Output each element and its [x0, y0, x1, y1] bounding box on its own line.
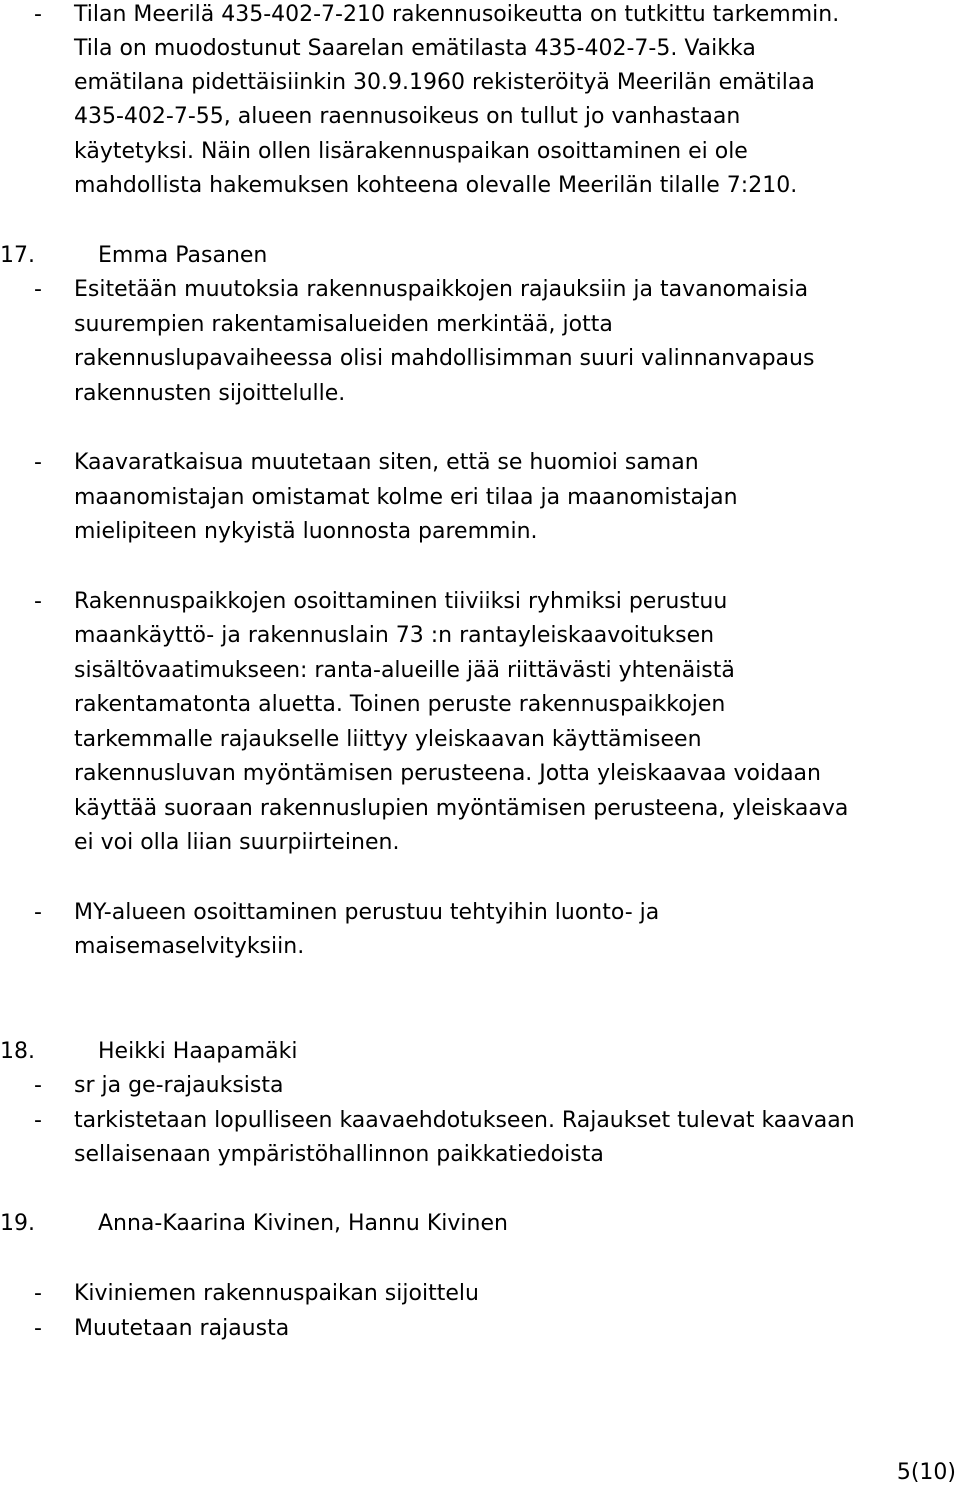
- bullet-dash: -: [34, 450, 42, 475]
- text-line: maankäyttö- ja rakennuslain 73 :n rantayleiskaavoituksen: [74, 623, 715, 648]
- bullet-dash: -: [34, 1073, 42, 1098]
- bullet-dash: -: [34, 277, 42, 302]
- section-number: 18.: [0, 1039, 35, 1064]
- text-line: rakentamatonta aluetta. Toinen peruste rakennuspaikkojen: [74, 692, 726, 717]
- text-line: 435-402-7-55, alueen raennusoikeus on tullut jo vanhastaan: [74, 104, 741, 129]
- text-line: emätilana pidettäisiinkin 30.9.1960 rekisteröityä Meerilän emätilaa: [74, 70, 815, 95]
- text-line: Esitetään muutoksia rakennuspaikkojen rajauksiin ja tavanomaisia: [74, 277, 809, 302]
- section-name: Anna-Kaarina Kivinen, Hannu Kivinen: [98, 1211, 508, 1236]
- bullet-dash: -: [34, 589, 42, 614]
- text-line: Kiviniemen rakennuspaikan sijoittelu: [74, 1281, 479, 1306]
- text-line: mielipiteen nykyistä luonnosta paremmin.: [74, 519, 538, 544]
- text-line: käyttää suoraan rakennuslupien myöntämisen perusteena, yleiskaava: [74, 796, 849, 821]
- text-line: tarkemmalle rajaukselle liittyy yleiskaavan käyttämiseen: [74, 727, 702, 752]
- page-number: 5(10): [896, 1460, 956, 1485]
- section-name: Emma Pasanen: [98, 243, 268, 268]
- text-line: suurempien rakentamisalueiden merkintää, jotta: [74, 312, 613, 337]
- text-line: sellaisenaan ympäristöhallinnon paikkatiedoista: [74, 1142, 604, 1167]
- text-line: Muutetaan rajausta: [74, 1316, 290, 1341]
- text-line: sr ja ge-rajauksista: [74, 1073, 284, 1098]
- section-name: Heikki Haapamäki: [98, 1039, 298, 1064]
- text-line: Tilan Meerilä 435-402-7-210 rakennusoikeutta on tutkittu tarkemmin.: [74, 2, 840, 27]
- text-line: rakennuslupavaiheessa olisi mahdollisimman suuri valinnanvapaus: [74, 346, 815, 371]
- text-line: tarkistetaan lopulliseen kaavaehdotukseen. Rajaukset tulevat kaavaan: [74, 1108, 855, 1133]
- text-line: MY-alueen osoittaminen perustuu tehtyihin luonto- ja: [74, 900, 660, 925]
- text-line: Tila on muodostunut Saarelan emätilasta 435-402-7-5. Vaikka: [74, 36, 756, 61]
- bullet-dash: -: [34, 1316, 42, 1341]
- text-line: rakennusluvan myöntämisen perusteena. Jotta yleiskaavaa voidaan: [74, 761, 821, 786]
- text-line: Kaavaratkaisua muutetaan siten, että se huomioi saman: [74, 450, 699, 475]
- text-line: ei voi olla liian suurpiirteinen.: [74, 830, 400, 855]
- text-line: mahdollista hakemuksen kohteena olevalle Meerilän tilalle 7:210.: [74, 173, 798, 198]
- text-line: Rakennuspaikkojen osoittaminen tiiviiksi ryhmiksi perustuu: [74, 589, 728, 614]
- text-line: rakennusten sijoittelulle.: [74, 381, 346, 406]
- text-line: sisältövaatimukseen: ranta-alueille jää riittävästi yhtenäistä: [74, 658, 735, 683]
- text-line: maisemaselvityksiin.: [74, 934, 305, 959]
- text-line: maanomistajan omistamat kolme eri tilaa ja maanomistajan: [74, 485, 738, 510]
- bullet-dash: -: [34, 2, 42, 27]
- section-number: 17.: [0, 243, 35, 268]
- text-line: käytetyksi. Näin ollen lisärakennuspaikan osoittaminen ei ole: [74, 139, 748, 164]
- section-number: 19.: [0, 1211, 35, 1236]
- bullet-dash: -: [34, 1281, 42, 1306]
- bullet-dash: -: [34, 900, 42, 925]
- bullet-dash: -: [34, 1108, 42, 1133]
